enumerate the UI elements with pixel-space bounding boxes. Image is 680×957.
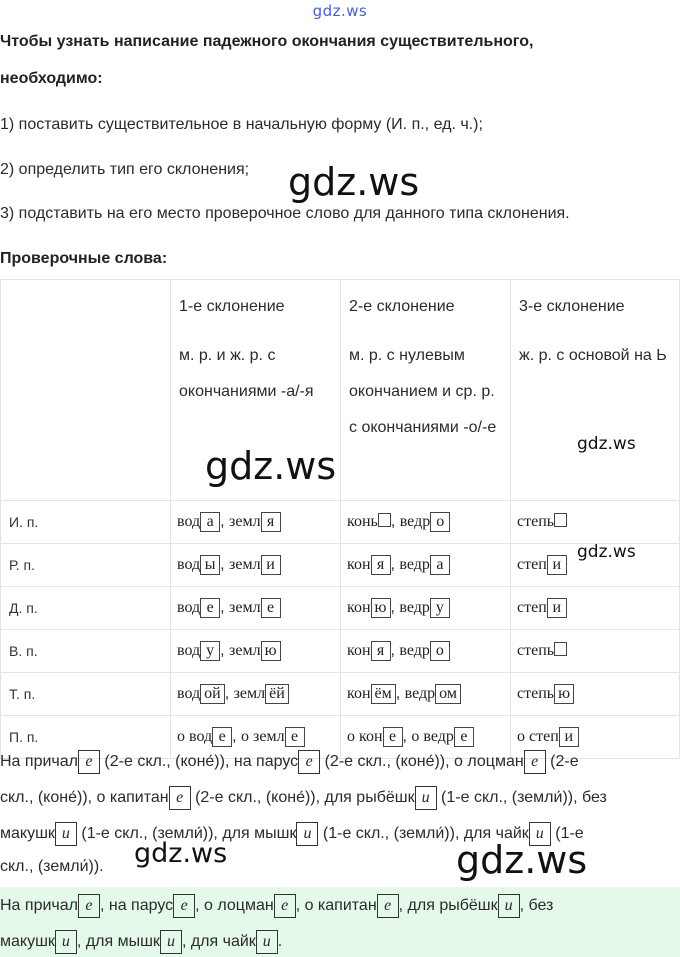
table-row bbox=[1, 501, 680, 544]
ending-box: ёй bbox=[265, 684, 289, 704]
text-segment: скл., (земли́)). bbox=[0, 858, 104, 875]
word-stem: земл bbox=[233, 685, 266, 702]
word-cell: вод у , земл ю bbox=[171, 630, 341, 673]
ending-box: и bbox=[529, 822, 551, 846]
word-stem: ведр bbox=[404, 685, 436, 702]
word-cell bbox=[511, 501, 680, 544]
word-stem: кон bbox=[347, 599, 371, 616]
word-cell: кон я , ведр о bbox=[341, 630, 511, 673]
ending-box: и bbox=[498, 894, 520, 918]
ending-box: а bbox=[200, 512, 220, 532]
word-stem: кон bbox=[347, 556, 371, 573]
ending-box: у bbox=[200, 641, 220, 661]
word-stem: о вод bbox=[177, 728, 213, 745]
ending-box: ы bbox=[200, 555, 220, 575]
ending-box: е bbox=[261, 598, 281, 618]
ending-box: у bbox=[430, 598, 450, 618]
header-decl-3: 3-е склонение ж. р. с основой на Ь bbox=[511, 280, 680, 501]
word-stem: степ bbox=[517, 556, 547, 573]
text-segment: . bbox=[277, 933, 283, 951]
text-segment: , на парус bbox=[99, 897, 174, 915]
ending-box: и bbox=[160, 930, 182, 954]
word-stem: степь bbox=[517, 642, 555, 659]
word-stem: ведр bbox=[399, 599, 430, 616]
intro-line-2: необходимо: bbox=[0, 70, 103, 87]
word-stem: кон bbox=[347, 642, 371, 659]
watermark: gdz.ws bbox=[288, 160, 420, 204]
ending-box: е bbox=[298, 750, 320, 774]
table-title: Проверочные слова: bbox=[0, 250, 168, 267]
ending-box: и bbox=[415, 786, 437, 810]
word-stem: земл bbox=[229, 513, 261, 530]
text-segment: (1-е скл., (земли́)), для мышк bbox=[76, 825, 297, 843]
case-label: И. п. bbox=[1, 501, 171, 544]
ending-box: ой bbox=[200, 684, 225, 704]
case-label: В. п. bbox=[1, 630, 171, 673]
ending-box: я bbox=[371, 641, 391, 661]
ending-box: е bbox=[524, 750, 546, 774]
text-segment: (2-е скл., (коне́)), о лоцман bbox=[320, 753, 524, 771]
word-stem: конь bbox=[347, 513, 378, 530]
watermark: gdz.ws bbox=[577, 434, 636, 454]
word-cell: вод ой , земл ёй bbox=[171, 673, 341, 716]
word-cell bbox=[511, 544, 680, 587]
ending-box: е bbox=[78, 750, 100, 774]
ending-box: и bbox=[55, 930, 77, 954]
word-stem: степь bbox=[517, 513, 555, 530]
ending-box: я bbox=[261, 512, 281, 532]
text-segment: (2-е скл., (коне́)), на парус bbox=[99, 753, 299, 771]
case-label: П. п. bbox=[1, 716, 171, 759]
word-stem: ведр bbox=[399, 513, 431, 530]
text-segment: (1-е скл., (земли́)), без bbox=[436, 789, 607, 807]
step-2: 2) определить тип его склонения; bbox=[0, 161, 250, 178]
text-segment: На причал bbox=[0, 753, 78, 771]
word-stem: степ bbox=[517, 599, 547, 616]
word-cell bbox=[511, 630, 680, 673]
header-empty-cell bbox=[1, 280, 171, 501]
answer-line bbox=[0, 930, 282, 954]
word-cell bbox=[511, 587, 680, 630]
text-segment: (1-е скл., (земли́)), для чайк bbox=[318, 825, 529, 843]
word-stem: о земл bbox=[241, 728, 285, 745]
ending-box: е bbox=[173, 894, 195, 918]
intro-line-1: Чтобы узнать написание падежного окончания существительного, bbox=[0, 33, 534, 50]
zero-ending-box bbox=[378, 513, 391, 527]
text-segment: скл., (коне́)), о капитан bbox=[0, 789, 169, 807]
word-stem: вод bbox=[177, 642, 201, 659]
ending-box: ом bbox=[435, 684, 461, 704]
case-label: Т. п. bbox=[1, 673, 171, 716]
text-segment: На причал bbox=[0, 897, 78, 915]
word-cell bbox=[511, 673, 680, 716]
word-cell: о вод е , о земл е bbox=[171, 716, 341, 759]
word-stem: ведр bbox=[399, 642, 430, 659]
ending-box: о bbox=[430, 641, 450, 661]
text-segment: , для мышк bbox=[76, 933, 160, 951]
table-row bbox=[1, 544, 680, 587]
watermark: gdz.ws bbox=[205, 444, 337, 488]
ending-box: е bbox=[377, 894, 399, 918]
ending-box: и bbox=[547, 598, 567, 618]
word-stem: о кон bbox=[347, 728, 383, 745]
word-stem: ведр bbox=[399, 556, 430, 573]
word-stem: кон bbox=[347, 685, 371, 702]
watermark: gdz.ws bbox=[577, 542, 636, 562]
ending-box: а bbox=[430, 555, 450, 575]
word-stem: о ведр bbox=[411, 728, 454, 745]
zero-ending-box bbox=[554, 642, 567, 656]
table-header-row bbox=[1, 280, 680, 501]
table-row bbox=[1, 673, 680, 716]
ending-box: ём bbox=[371, 684, 396, 704]
ending-box: ю bbox=[371, 598, 391, 618]
text-segment: макушк bbox=[0, 933, 55, 951]
word-cell: вод а , земл я bbox=[171, 501, 341, 544]
text-segment: , для рыбёшк bbox=[398, 897, 498, 915]
ending-box: е bbox=[285, 727, 305, 747]
explanation-line bbox=[0, 822, 584, 846]
word-cell: кон ём , ведр ом bbox=[341, 673, 511, 716]
word-cell: кон я , ведр а bbox=[341, 544, 511, 587]
ending-box: е bbox=[78, 894, 100, 918]
word-stem: земл bbox=[229, 599, 261, 616]
text-segment: (2-е скл., (коне́)), для рыбёшк bbox=[190, 789, 415, 807]
text-segment: , о капитан bbox=[295, 897, 377, 915]
word-stem: степь bbox=[517, 685, 555, 702]
word-cell: кон ю , ведр у bbox=[341, 587, 511, 630]
word-cell: вод ы , земл и bbox=[171, 544, 341, 587]
ending-box: ю bbox=[554, 684, 574, 704]
header-decl-1: 1-е склонение м. р. и ж. р. с окончаниями -а/-я bbox=[171, 280, 341, 501]
word-stem: вод bbox=[177, 599, 201, 616]
text-segment: макушк bbox=[0, 825, 55, 843]
word-stem: вод bbox=[177, 556, 201, 573]
case-label: Д. п. bbox=[1, 587, 171, 630]
text-segment: , о лоцман bbox=[195, 897, 274, 915]
text-segment: , для чайк bbox=[181, 933, 256, 951]
table-row bbox=[1, 630, 680, 673]
step-3: 3) подставить на его место проверочное слово для данного типа склонения. bbox=[0, 205, 570, 222]
text-segment: (2-е bbox=[545, 753, 579, 771]
answer-line bbox=[0, 894, 553, 918]
ending-box: ю bbox=[261, 641, 281, 661]
explanation-line bbox=[0, 858, 104, 876]
ending-box: и bbox=[261, 555, 281, 575]
ending-box: и bbox=[55, 822, 77, 846]
watermark: gdz.ws bbox=[134, 838, 228, 869]
text-segment: , без bbox=[519, 897, 554, 915]
ending-box: е bbox=[454, 727, 474, 747]
ending-box: и bbox=[296, 822, 318, 846]
step-1: 1) поставить существительное в начальную форму (И. п., ед. ч.); bbox=[0, 116, 483, 133]
word-cell: конь , ведр о bbox=[341, 501, 511, 544]
ending-box: я bbox=[371, 555, 391, 575]
ending-box: и bbox=[559, 727, 579, 747]
ending-box: е bbox=[212, 727, 232, 747]
ending-box: е bbox=[383, 727, 403, 747]
word-stem: о степ bbox=[517, 728, 559, 745]
explanation-line bbox=[0, 750, 579, 774]
case-label: Р. п. bbox=[1, 544, 171, 587]
word-stem: вод bbox=[177, 685, 201, 702]
word-stem: земл bbox=[229, 556, 261, 573]
ending-box: е bbox=[169, 786, 191, 810]
site-header-link[interactable]: gdz.ws bbox=[312, 2, 368, 20]
watermark: gdz.ws bbox=[456, 838, 588, 882]
ending-box: о bbox=[430, 512, 450, 532]
ending-box: е bbox=[274, 894, 296, 918]
explanation-line bbox=[0, 786, 607, 810]
declension-table bbox=[0, 279, 680, 759]
table-row bbox=[1, 587, 680, 630]
ending-box: и bbox=[256, 930, 278, 954]
header-decl-2: 2-е склонение м. р. с нулевым окончанием и ср. р. с окончаниями -о/-е bbox=[341, 280, 511, 501]
ending-box: е bbox=[200, 598, 220, 618]
word-stem: вод bbox=[177, 513, 201, 530]
word-cell: вод е , земл е bbox=[171, 587, 341, 630]
ending-box: и bbox=[547, 555, 567, 575]
word-stem: земл bbox=[229, 642, 261, 659]
word-cell: о кон е , о ведр е bbox=[341, 716, 511, 759]
zero-ending-box bbox=[554, 513, 567, 527]
text-segment: (1-е bbox=[550, 825, 584, 843]
